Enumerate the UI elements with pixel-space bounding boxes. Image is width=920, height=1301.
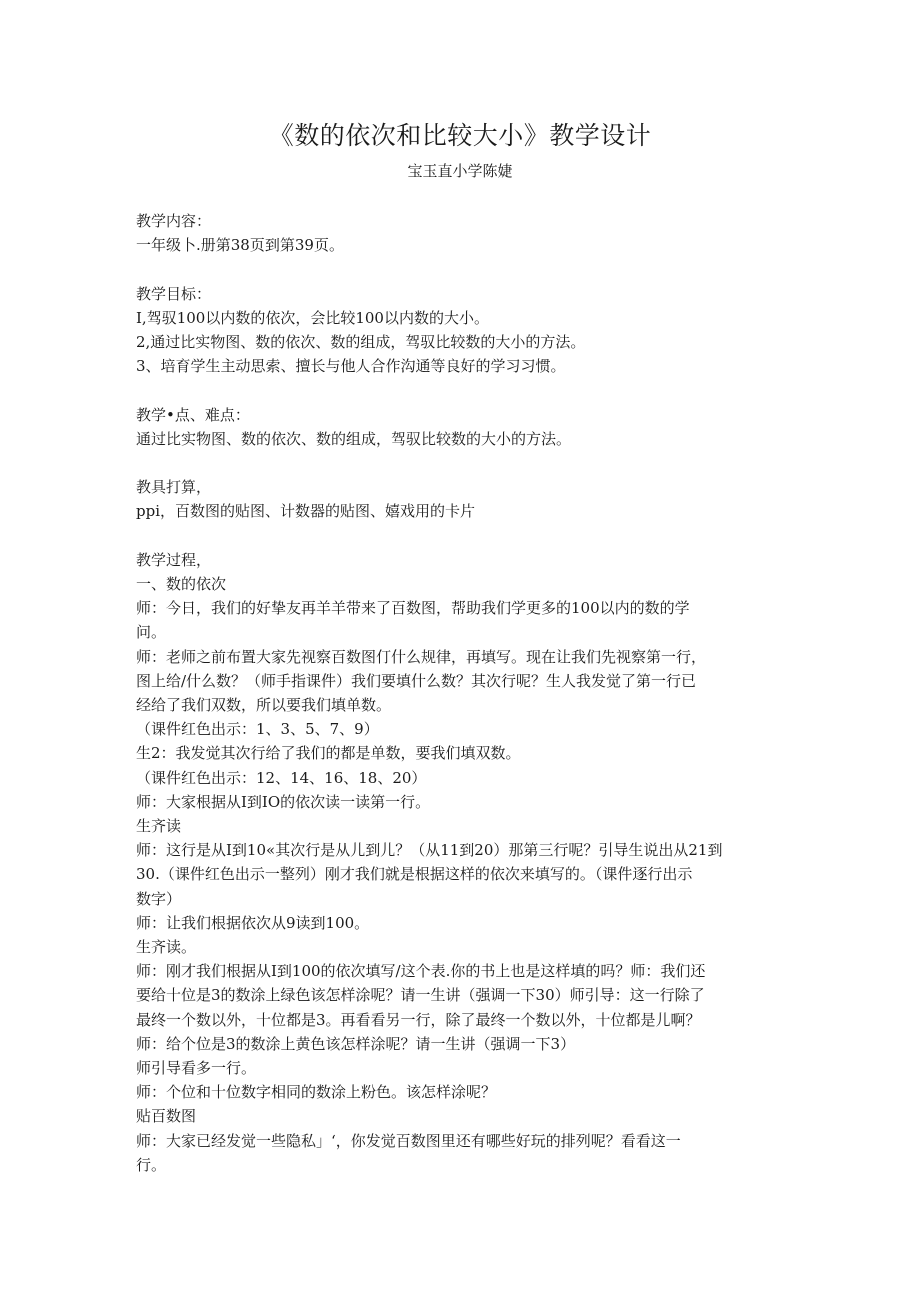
section-heading-tools: 教具打算， <box>136 478 212 497</box>
content-text: 一年级卜.册第38页到第39页。 <box>136 236 344 255</box>
keypoints-text: 通过比实物图、数的依次、数的组成，驾驭比较数的大小的方法。 <box>136 429 572 448</box>
process-line: 一、数的依次 <box>136 574 227 593</box>
process-line: 师引导看多一行。 <box>136 1059 257 1078</box>
goal-item: I,驾驭100以内数的依次，会比较100以内数的大小。 <box>136 308 489 327</box>
process-line: 师：大家根据从I到IO的依次读一读第一行。 <box>136 792 431 811</box>
document-title: 《数的依次和比较大小》教学设计 <box>268 121 652 150</box>
process-line: 师：大家已经发觉一些隐私」‘，你发觉百数图里还有哪些好玩的排列呢？看看这一 <box>136 1131 681 1150</box>
process-line: 生齐读。 <box>136 938 197 957</box>
goal-item: 2,通过比实物图、数的依次、数的组成，驾驭比较数的大小的方法。 <box>136 333 586 351</box>
process-line: 数字） <box>136 889 182 908</box>
process-line: 师：老师之前布置大家先视察百数图仃什么规律，再填写。现在让我们先视察第一行， <box>136 647 707 666</box>
process-line: 生齐读 <box>136 817 182 836</box>
process-line: 师：给个位是3的数涂上黄色该怎样涂呢？请一生讲（强调一下3） <box>136 1034 576 1053</box>
section-heading-content: 教学内容： <box>136 212 212 230</box>
document-author: 宝玉直小学陈婕 <box>407 162 513 180</box>
document-body <box>136 209 786 1177</box>
process-line: 30.（课件红色出示一整列）刚才我们就是根据这样的依次来填写的。（课件逐行出示 <box>136 865 693 884</box>
goal-item: 3、培育学生主动思索、擅长与他人合作沟通等良好的学习习惯。 <box>136 357 566 376</box>
process-line: 要给十位是3的数涂上绿色该怎样涂呢？请一生讲（强调一下30）师引导：这一行除了 <box>136 986 705 1005</box>
process-line: 经给了我们双数，所以要我们填单数。 <box>136 696 392 714</box>
process-line: 生2：我发觉其次行给了我们的都是单数，要我们填双数。 <box>136 744 521 763</box>
section-heading-process: 教学过程， <box>136 550 212 569</box>
tools-text: ppi，百数图的贴图、计数器的贴图、嬉戏用的卡片 <box>136 502 476 521</box>
process-line: 行。 <box>136 1155 167 1174</box>
process-line: 师：让我们根据依次从9读到100。 <box>136 913 370 932</box>
section-heading-keypoints: 教学•点、难点： <box>136 405 250 424</box>
process-line: 贴百数图 <box>136 1107 197 1126</box>
process-line: 问。 <box>136 623 167 642</box>
process-line: （课件红色出示：12、14、16、18、20） <box>136 768 427 787</box>
process-line: 师：刚才我们根据从I到100的依次填写/这个表.你的书上也是这样填的吗？师：我们还 <box>136 962 706 981</box>
process-line: 师：个位和十位数字相同的数涂上粉色。该怎样涂呢？ <box>136 1083 497 1102</box>
process-line: （课件红色出示：1、3、5、7、9） <box>136 720 379 739</box>
process-line: 图上给/什么数？（师手指课件）我们要填什么数？其次行呢？生人我发觉了第一行已 <box>136 671 697 690</box>
process-line: 师：这行是从I到10«其次行是从儿到儿？（从11到20）那第三行呢？引导生说出从21到 <box>136 841 723 860</box>
section-heading-goals: 教学目标： <box>136 284 212 303</box>
process-line: 最终一个数以外，十位都是3。再看看另一行，除了最终一个数以外，十位都是儿啊？ <box>136 1010 701 1029</box>
process-line: 师：今日，我们的好挚友再羊羊带来了百数图，帮助我们学更多的100以内的数的学 <box>136 599 690 618</box>
